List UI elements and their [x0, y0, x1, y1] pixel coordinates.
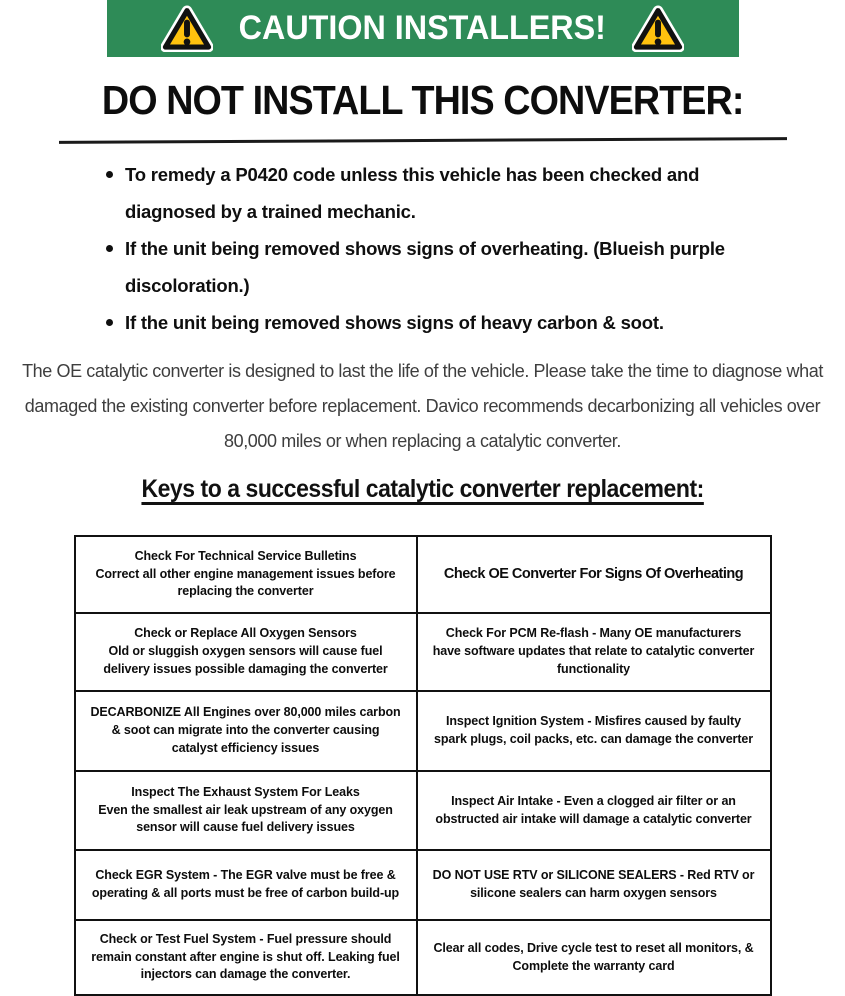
table-cell [75, 536, 417, 613]
table-cell [417, 536, 771, 613]
warning-bullet-item: To remedy a P0420 code unless this vehicle has been checked and diagnosed by a trained mechanic. [125, 156, 765, 230]
table-cell-line: Correct all other engine management issues before replacing the converter [95, 566, 396, 599]
table-cell-line: Check For Technical Service Bulletins [134, 548, 357, 563]
table-row [75, 613, 771, 691]
warning-bullet-list [125, 156, 765, 341]
table-cell [417, 613, 771, 691]
table-cell-line: DO NOT USE RTV or SILICONE SEALERS - Red RTV or silicone sealers can harm oxygen sensors [432, 868, 755, 900]
table-cell [417, 771, 771, 850]
table-cell-line: Even the smallest air leak upstream of any oxygen sensor will cause fuel delivery issues [98, 802, 393, 835]
page-title [0, 77, 845, 125]
table-cell-line: Inspect Air Intake - Even a clogged air filter or an obstructed air intake will damage a catalytic converter [435, 793, 752, 826]
keys-section-heading [0, 475, 845, 515]
warning-triangle-icon [161, 5, 213, 52]
caution-banner-title: CAUTION INSTALLERS! [238, 9, 607, 47]
table-cell [417, 691, 771, 771]
table-cell [417, 920, 771, 995]
keys-section-heading-text: Keys to a successful catalytic converter replacement: [141, 475, 704, 503]
table-cell-line: Inspect The Exhaust System For Leaks [131, 784, 360, 799]
table-cell [75, 691, 417, 771]
table-cell [417, 850, 771, 920]
table-cell-line: Check or Test Fuel System - Fuel pressure should remain constant after engine is shut off. Leaking fuel injectors can damage the converter. [91, 931, 400, 982]
page-title-text: DO NOT INSTALL THIS CONVERTER: [101, 77, 744, 123]
warning-triangle-icon [632, 5, 684, 52]
table-cell-line: Check or Replace All Oxygen Sensors [134, 626, 357, 641]
table-cell-line: Check EGR System - The EGR valve must be free & operating & all ports must be free of carbon build-up [91, 868, 400, 900]
caution-banner [107, 0, 739, 57]
table-row [75, 850, 771, 920]
table-cell-line: Inspect Ignition System - Misfires caused by faulty spark plugs, coil packs, etc. can damage the converter [433, 714, 754, 746]
table-row [75, 920, 771, 995]
table-row [75, 691, 771, 771]
table-cell [75, 850, 417, 920]
table-cell-line: Clear all codes, Drive cycle test to reset all monitors, & Complete the warranty card [433, 940, 754, 973]
table-cell [75, 920, 417, 995]
table-cell [75, 771, 417, 850]
table-cell [75, 613, 417, 691]
table-cell-line: DECARBONIZE All Engines over 80,000 miles carbon & soot can migrate into the converter causing catalyst efficiency issues [90, 705, 401, 755]
warning-bullet-item: If the unit being removed shows signs of heavy carbon & soot. [125, 304, 765, 341]
table-cell-line: Old or sluggish oxygen sensors will cause fuel delivery issues possible damaging the converter [103, 644, 388, 676]
table-row [75, 536, 771, 613]
table-cell-line: Check For PCM Re-flash - Many OE manufacturers have software updates that relate to catalytic converter functionality [432, 626, 755, 676]
table-row [75, 771, 771, 850]
keys-table [74, 535, 772, 996]
warning-bullet-item: If the unit being removed shows signs of overheating. (Blueish purple discoloration.) [125, 230, 765, 304]
intro-paragraph: The OE catalytic converter is designed to last the life of the vehicle. Please take the time to diagnose what damaged the existing converter before replacement. Davico recommends decarbonizing all vehicles over 80,000 miles or when replacing a catalytic converter. [22, 361, 823, 451]
table-cell-line: Check OE Converter For Signs Of Overheating [443, 566, 744, 583]
divider-line [58, 137, 786, 144]
